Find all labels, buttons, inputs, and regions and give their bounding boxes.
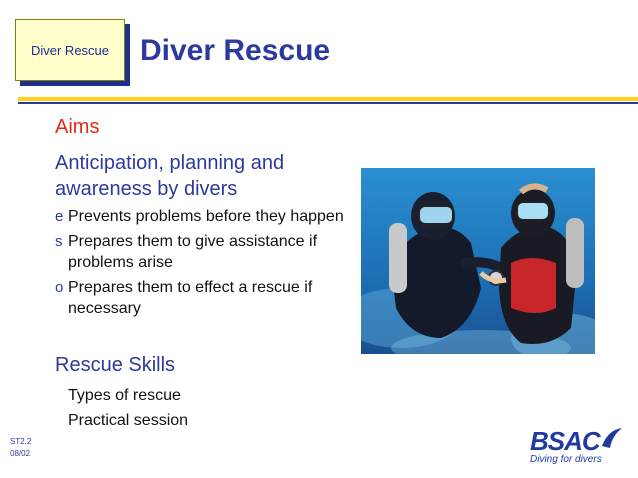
divers-photo <box>361 168 595 354</box>
bsac-logo-text: BSAC <box>530 426 600 456</box>
section-tag-label: Diver Rescue <box>30 42 110 58</box>
bullet-list <box>55 206 345 323</box>
bullet-text: Prepares them to effect a rescue if necessary <box>68 279 313 317</box>
header-rule-yellow <box>18 97 638 101</box>
slide-title: Diver Rescue <box>140 34 331 67</box>
bullet-item <box>55 231 345 273</box>
aims-heading: Aims <box>55 116 100 138</box>
wave-icon <box>600 426 624 452</box>
bullet-item <box>55 206 345 227</box>
slide-date: 08/02 <box>10 449 31 458</box>
bullet-text: Prepares them to give assistance if problems arise <box>68 233 318 271</box>
bsac-tagline: Diving for divers <box>530 454 602 465</box>
bullet-marker: e <box>55 208 64 225</box>
bsac-logo <box>526 426 626 466</box>
bullet-text: Prevents problems before they happen <box>68 208 344 225</box>
anticipation-text: Anticipation, planning and awareness by divers <box>55 152 285 200</box>
slide-code: ST2.2 <box>10 437 32 446</box>
bullet-marker: s <box>55 233 63 250</box>
section-tag <box>15 19 125 81</box>
divers-illustration <box>361 168 595 354</box>
sub-item-types-of-rescue: Types of rescue <box>68 387 181 404</box>
rescue-skills-heading: Rescue Skills <box>55 354 176 376</box>
header-rule-blue <box>18 102 638 104</box>
bullet-marker: o <box>55 279 64 296</box>
bullet-item <box>55 277 345 319</box>
sub-item-practical-session: Practical session <box>68 412 189 429</box>
